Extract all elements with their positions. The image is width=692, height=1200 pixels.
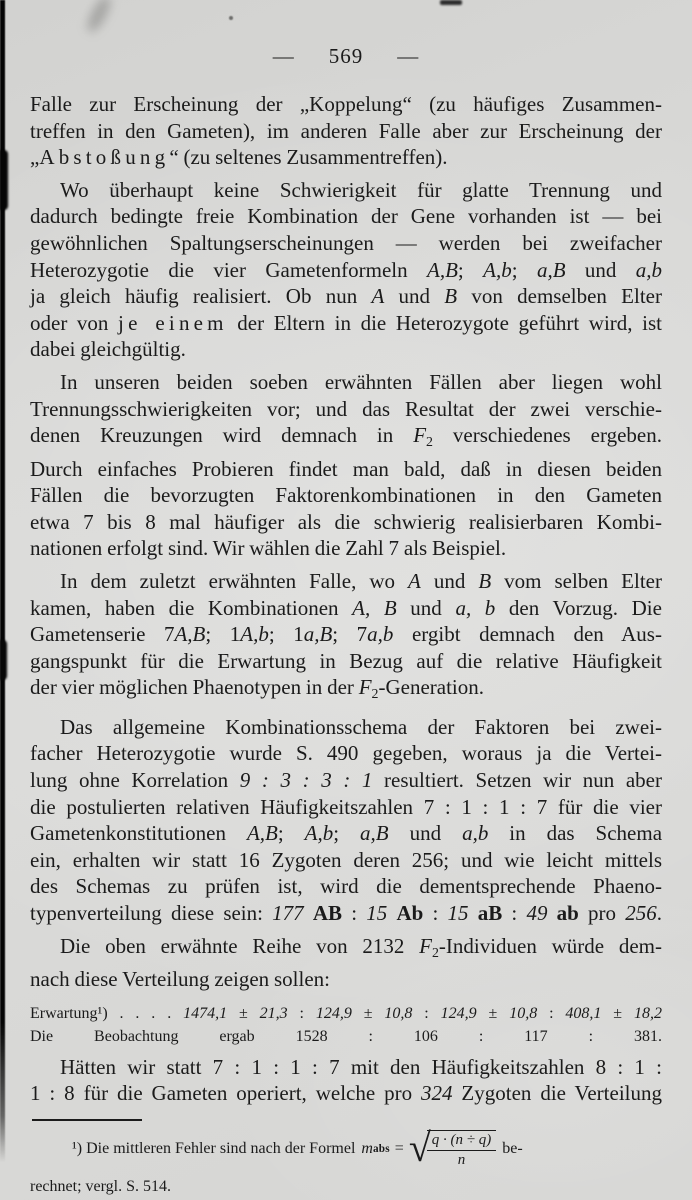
- text-run: oder von: [30, 310, 119, 335]
- paragraph: [30, 177, 662, 363]
- fraction-denominator: n: [457, 1151, 466, 1168]
- text-line: [30, 767, 662, 794]
- text-line: [30, 336, 662, 363]
- text-block: [30, 91, 662, 1107]
- text-run: die postulierten relativen Häufigkeitszahlen 7 : 1 : 1 : 7 für die vier: [30, 794, 662, 819]
- text-line: [30, 422, 662, 455]
- text-run: nach diese Verteilung zeigen sollen:: [30, 967, 331, 992]
- text-run: ergibt demnach den Aus-: [393, 622, 662, 647]
- text-run: pro: [578, 900, 626, 925]
- footnote-marker: ¹): [72, 1139, 83, 1157]
- text-run: Das allgemeine Kombinationsschema der Faktoren bei zwei-: [60, 714, 662, 739]
- text-run: A,B: [174, 622, 206, 647]
- text-run: ; 7: [332, 622, 368, 647]
- text-run: 124,9: [440, 1004, 477, 1022]
- text-run: 177: [272, 900, 304, 925]
- text-run: [547, 901, 556, 925]
- text-line: [30, 118, 662, 145]
- text-line: [30, 648, 662, 675]
- text-run: dadurch bedingte freie Kombination der Gene vorhanden ist — bei: [30, 204, 662, 229]
- text-line: [30, 257, 662, 284]
- text-run: je einem: [118, 310, 228, 335]
- text-run: ab: [556, 900, 579, 925]
- fraction: [427, 1130, 496, 1169]
- text-line: [30, 900, 662, 927]
- paragraph: [30, 714, 662, 927]
- text-run: [469, 901, 478, 925]
- text-run: Hätten wir statt 7 : 1 : 1 : 7 mit den Häufigkeitszahlen 8 : 1 :: [60, 1054, 662, 1079]
- text-run: a,B: [303, 622, 333, 647]
- text-run: a,B: [536, 257, 566, 282]
- text-run: ein, erhalten wir statt 16 Zygoten deren 256; und wie leicht mittels: [30, 847, 662, 872]
- text-line: [30, 621, 662, 648]
- text-run: 1474,1: [183, 1004, 228, 1022]
- text-run: A,B: [246, 821, 278, 846]
- text-run: 10,8: [384, 1004, 413, 1022]
- text-run: .: [656, 900, 662, 925]
- paragraph: [30, 568, 662, 708]
- text-run: dabei gleichgültig.: [30, 337, 186, 362]
- footnote-section: [30, 1119, 662, 1199]
- text-run: Zygoten die Verteilung: [452, 1081, 662, 1106]
- paragraph: [30, 91, 662, 171]
- text-run: ; 1: [268, 622, 304, 647]
- text-run: gangspunkt für die Erwartung in Bezug auf die relative Häufigkeit: [30, 648, 662, 673]
- text-run: ;: [277, 821, 305, 846]
- text-run: :: [502, 900, 527, 925]
- text-run: A: [371, 284, 385, 309]
- text-run: 117: [524, 1027, 548, 1045]
- text-line: [30, 283, 662, 310]
- text-run: Trennungsschwierigkeiten vor; und das Resultat der zwei verschie-: [30, 396, 662, 421]
- text-run: 124,9: [315, 1004, 352, 1022]
- text-line: [30, 396, 662, 423]
- text-line: [30, 966, 662, 993]
- text-run: :: [537, 1004, 566, 1022]
- text-run: ±: [476, 1004, 510, 1022]
- text-run: und: [565, 257, 636, 282]
- text-line: [30, 509, 662, 536]
- fraction-numerator: q · (n ÷ q): [427, 1132, 496, 1151]
- text-line: [30, 456, 662, 483]
- text-run: Die Beobachtung ergab 1528: [30, 1027, 328, 1045]
- text-run: A, B: [352, 595, 397, 620]
- text-run: 9 : 3 : 3 : 1: [239, 768, 373, 792]
- text-line: [30, 873, 662, 900]
- text-run: der Eltern in die Heterozygote geführt wird, ist: [227, 310, 662, 335]
- square-root: [408, 1125, 496, 1171]
- text-run: a,B: [360, 821, 389, 846]
- expectation-table: [30, 1002, 662, 1048]
- text-run: :: [423, 900, 448, 925]
- text-run: der vier möglichen Phaenotypen in der: [30, 675, 359, 700]
- equals-sign: =: [394, 1140, 404, 1158]
- text-run: 21,3: [259, 1004, 288, 1022]
- text-run: 18,2: [633, 1004, 662, 1022]
- text-line: [30, 933, 662, 966]
- text-run: resultiert. Setzen wir nun aber: [372, 768, 662, 792]
- text-run: 15: [366, 900, 388, 925]
- text-line: [30, 740, 662, 767]
- text-run: Abstoßung: [39, 145, 170, 170]
- text-line: [30, 91, 662, 118]
- text-line: [30, 177, 662, 204]
- text-line: [30, 1080, 662, 1107]
- text-run: nationen erfolgt sind. Wir wählen die Zahl 7 als Beispiel.: [30, 536, 507, 561]
- text-run: A,b: [240, 622, 269, 647]
- text-line: [30, 310, 662, 337]
- text-run: :: [437, 1027, 525, 1045]
- text-run: Heterozygotie die vier Gametenformeln: [30, 257, 428, 282]
- text-run: ja gleich häufig realisiert. Ob nun: [30, 284, 372, 309]
- text-run: 10,8: [509, 1004, 538, 1022]
- text-run: den Vorzug. Die: [495, 595, 662, 620]
- text-run: lung ohne Korrelation: [30, 768, 240, 792]
- text-run: :: [287, 1004, 316, 1022]
- text-run: a,b: [462, 821, 489, 846]
- text-run: B: [478, 568, 492, 593]
- text-run: verschiedenes ergeben.: [432, 423, 662, 448]
- text-run: In unseren beiden soeben erwähnten Fällen aber liegen wohl: [60, 369, 662, 394]
- text-run: Wo überhaupt keine Schwierigkeit für glatte Trennung und: [60, 177, 662, 202]
- text-run: [304, 901, 313, 925]
- text-line: [30, 482, 662, 509]
- text-line: [30, 1025, 662, 1048]
- text-line: [30, 230, 662, 257]
- text-line: [30, 144, 662, 171]
- paragraph: [30, 1054, 662, 1107]
- text-run: a,b: [367, 622, 394, 647]
- text-run: A: [408, 568, 421, 593]
- text-run: ;: [333, 821, 361, 846]
- footnote-text-end: be-: [502, 1139, 523, 1157]
- text-run: :: [342, 900, 367, 925]
- text-run: ;: [511, 257, 537, 282]
- text-line: [30, 203, 662, 230]
- footnote-line: [30, 1125, 662, 1171]
- text-run: treffen in den Gameten), im anderen Falle aber zur Erscheinung der: [30, 118, 662, 143]
- text-run: aB: [477, 900, 503, 925]
- text-run: AB: [312, 900, 343, 925]
- text-line: [30, 369, 662, 396]
- formula-variable: m: [361, 1140, 373, 1158]
- text-line: [30, 535, 662, 562]
- text-run: und: [420, 568, 479, 593]
- mean-error-formula: [361, 1125, 496, 1171]
- paragraph: [30, 933, 662, 993]
- text-line: [30, 595, 662, 622]
- text-run: a, b: [455, 595, 496, 620]
- text-run: ; 1: [205, 622, 241, 647]
- text-run: Gametenkonstitutionen: [30, 821, 247, 846]
- text-run: in das Schema: [488, 821, 663, 846]
- text-run: 15: [447, 900, 469, 925]
- text-run: a,b: [635, 257, 663, 282]
- text-run: 1 : 8 für die Gameten operiert, welche pro: [30, 1081, 422, 1106]
- text-run: :: [547, 1027, 634, 1045]
- text-line: [30, 847, 662, 874]
- text-run: In dem zuletzt erwähnten Falle, wo: [60, 568, 408, 593]
- header-dash-left: —: [272, 44, 295, 68]
- text-line: [30, 820, 662, 847]
- text-run: gewöhnlichen Spaltungserscheinungen — werden bei zweifacher: [30, 230, 662, 255]
- text-run: von demselben Elter: [457, 284, 662, 309]
- text-run: Fällen die bevorzugten Faktorenkombinationen in den Gameten: [30, 483, 662, 508]
- text-run: etwa 7 bis 8 mal häufiger als die schwierig realisierbaren Kombi-: [30, 509, 662, 534]
- text-run: des Schemas zu prüfen ist, wird die dementsprechende Phaeno-: [30, 874, 662, 899]
- text-run: Durch einfaches Probieren findet man bald, daß in diesen beiden: [30, 456, 662, 481]
- text-run: Falle zur Erscheinung der „Koppelung“ (zu häufiges Zusammen-: [30, 92, 662, 116]
- text-run: B: [444, 284, 458, 309]
- text-run: typenverteilung diese sein:: [30, 900, 273, 925]
- text-line: [30, 794, 662, 821]
- text-run: 381.: [633, 1027, 662, 1045]
- text-run: F: [413, 423, 427, 448]
- text-run: 2: [426, 434, 433, 449]
- radical-icon: √: [408, 1125, 431, 1171]
- footnote-text: Die mittleren Fehler sind nach der Formel: [86, 1139, 356, 1157]
- text-run: :: [412, 1004, 441, 1022]
- text-run: “ (zu seltenes Zusammentreffen).: [169, 145, 448, 170]
- text-run: ±: [227, 1004, 260, 1022]
- text-run: 106: [413, 1027, 438, 1045]
- text-run: und: [388, 821, 463, 846]
- text-run: 2: [431, 944, 439, 960]
- text-run: -Generation.: [378, 675, 485, 700]
- text-run: 256: [625, 900, 657, 925]
- text-run: F: [358, 675, 372, 700]
- text-run: und: [384, 284, 445, 309]
- paragraph: [30, 369, 662, 562]
- text-run: und: [396, 595, 456, 620]
- formula-subscript: abs: [372, 1143, 390, 1156]
- text-line: [30, 674, 662, 707]
- text-run: „: [30, 145, 40, 170]
- text-run: 324: [421, 1081, 453, 1106]
- text-run: facher Heterozygotie wurde S. 490 gegeben, woraus ja die Vertei-: [30, 741, 662, 766]
- text-run: kamen, haben die Kombinationen: [30, 595, 353, 620]
- text-run: ;: [457, 257, 484, 282]
- text-line: [30, 714, 662, 741]
- text-run: Ab: [396, 900, 424, 925]
- text-line: [30, 568, 662, 595]
- page-number: 569: [328, 44, 364, 68]
- text-line: [30, 1002, 662, 1025]
- page-header: [30, 44, 662, 69]
- text-run: F: [419, 933, 432, 958]
- text-run: -Individuen würde dem-: [438, 933, 663, 958]
- text-run: Die oben erwähnte Reihe von 2132: [60, 933, 420, 958]
- footnote-line: rechnet; vergl. S. 514.: [30, 1177, 172, 1195]
- text-run: A,B: [427, 257, 458, 282]
- text-run: ±: [601, 1004, 634, 1022]
- text-line: [30, 1054, 662, 1081]
- text-run: Gametenserie 7: [30, 622, 175, 647]
- text-run: 408,1: [565, 1004, 602, 1022]
- text-run: vom selben Elter: [491, 568, 662, 593]
- text-run: A,b: [304, 821, 334, 846]
- text-run: 49: [526, 900, 548, 925]
- text-run: denen Kreuzungen wird demnach in: [30, 423, 414, 448]
- text-run: 2: [371, 686, 379, 702]
- footnote-rule: [32, 1119, 142, 1121]
- text-run: ±: [351, 1004, 385, 1022]
- header-dash-right: —: [397, 44, 420, 68]
- text-run: Erwartung¹) . . . .: [30, 1004, 184, 1022]
- text-run: :: [327, 1027, 414, 1045]
- text-run: A,b: [483, 257, 512, 282]
